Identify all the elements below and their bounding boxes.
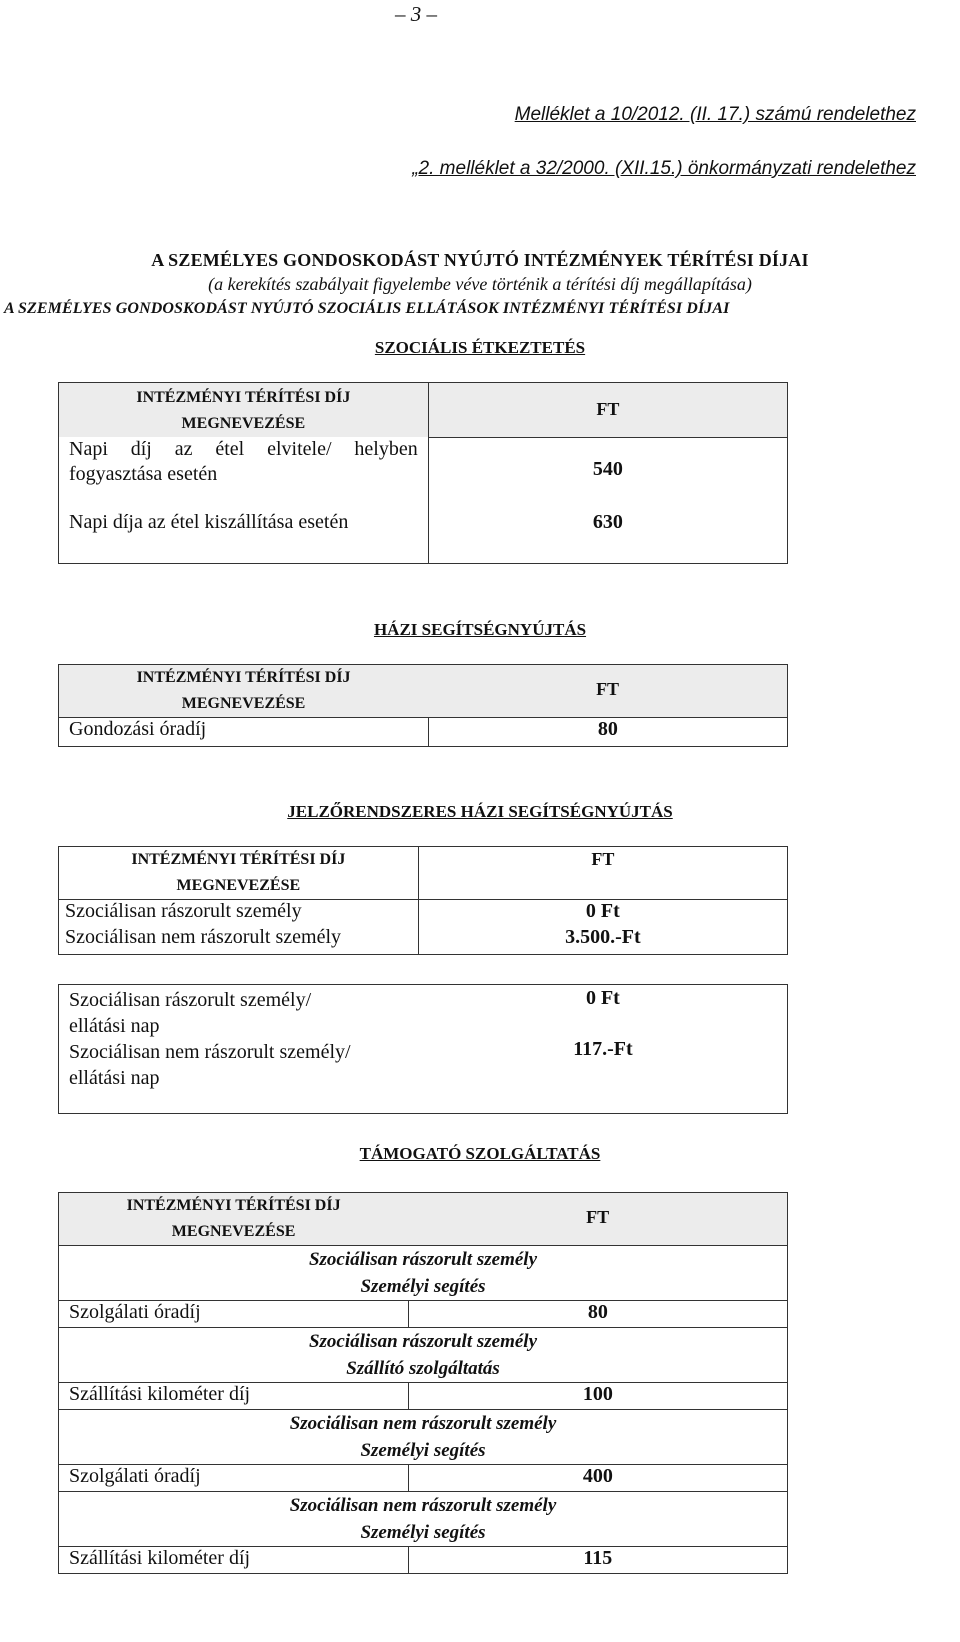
table-cell-value bbox=[418, 926, 787, 955]
document-title: A SZEMÉLYES GONDOSKODÁST NYÚJTÓ INTÉZMÉNYEK TÉRÍTÉSI DÍJAI bbox=[151, 250, 809, 270]
header-label: INTÉZMÉNYI TÉRÍTÉSI DÍJ bbox=[136, 669, 351, 686]
header-label: MEGNEVEZÉSE bbox=[181, 695, 306, 712]
header-ft: FT bbox=[586, 1207, 610, 1227]
table-header-ft bbox=[428, 665, 787, 718]
row-label: Szociálisan rászorult személy bbox=[65, 900, 302, 922]
group-subtitle: Szállító szolgáltatás bbox=[346, 1358, 500, 1379]
table-row bbox=[59, 1465, 409, 1492]
table-row bbox=[59, 985, 419, 1114]
table-hazi bbox=[58, 664, 788, 747]
row-label: Szociálisan nem rászorult személy/ ellátási nap bbox=[69, 1041, 351, 1089]
table-cell-value bbox=[419, 985, 788, 1114]
header-label: MEGNEVEZÉSE bbox=[181, 415, 306, 432]
table-header-ft bbox=[408, 1193, 787, 1246]
row-value: 117.-Ft bbox=[573, 1038, 633, 1060]
row-label: Szolgálati óradíj bbox=[69, 1301, 201, 1323]
row-value: 80 bbox=[597, 718, 618, 740]
section-main-title: A SZEMÉLYES GONDOSKODÁST NYÚJTÓ SZOCIÁLIS ELLÁTÁSOK INTÉZMÉNYI TÉRÍTÉSI DÍJAI bbox=[4, 300, 730, 317]
table-header-name bbox=[59, 665, 429, 718]
row-label: Szolgálati óradíj bbox=[69, 1465, 201, 1487]
table-header-name bbox=[59, 1193, 409, 1246]
row-label: Napi díja az étel kiszállítása esetén bbox=[69, 511, 349, 533]
table-cell-value bbox=[408, 1301, 787, 1328]
row-label: Szállítási kilométer díj bbox=[69, 1383, 251, 1405]
table-row bbox=[59, 1301, 409, 1328]
group-header bbox=[59, 1410, 788, 1465]
header-label: MEGNEVEZÉSE bbox=[176, 877, 301, 894]
table-row bbox=[59, 437, 429, 497]
group-title: Szociálisan rászorult személy bbox=[308, 1249, 538, 1270]
row-value: 115 bbox=[583, 1547, 613, 1569]
table-etkeztetes bbox=[58, 382, 788, 564]
table-jelzo-daily bbox=[58, 984, 788, 1114]
table-header-name bbox=[59, 383, 429, 438]
row-value: 80 bbox=[587, 1301, 608, 1323]
table-row bbox=[59, 1547, 409, 1574]
row-label: Gondozási óradíj bbox=[69, 718, 207, 740]
row-value: 100 bbox=[582, 1383, 613, 1405]
group-header bbox=[59, 1328, 788, 1383]
header-ft: FT bbox=[596, 399, 620, 419]
table-row bbox=[59, 926, 419, 955]
table-header-ft bbox=[428, 383, 787, 438]
table-row bbox=[59, 900, 419, 927]
group-title: Szociálisan nem rászorult személy bbox=[289, 1413, 557, 1434]
document-subtitle: (a kerekítés szabályait figyelembe véve történik a térítési díj megállapítása) bbox=[208, 274, 752, 294]
row-value: 0 Ft bbox=[585, 987, 620, 1009]
section-title-etkeztetes: SZOCIÁLIS ÉTKEZTETÉS bbox=[374, 338, 586, 357]
table-cell-value bbox=[428, 718, 787, 747]
table-tamogato bbox=[58, 1192, 788, 1574]
group-subtitle: Személyi segítés bbox=[360, 1440, 486, 1461]
row-value: 540 bbox=[592, 457, 623, 480]
group-title: Szociálisan rászorult személy bbox=[308, 1331, 538, 1352]
group-subtitle: Személyi segítés bbox=[360, 1276, 486, 1297]
table-cell-value bbox=[408, 1383, 787, 1410]
header-label: MEGNEVEZÉSE bbox=[171, 1223, 296, 1240]
header-ft: FT bbox=[591, 849, 615, 869]
row-label: Szociálisan rászorult személy/ ellátási nap bbox=[69, 989, 312, 1037]
table-cell-value bbox=[408, 1547, 787, 1574]
table-jelzo bbox=[58, 846, 788, 955]
page-number: – 3 – bbox=[395, 2, 437, 26]
row-value: 0 Ft bbox=[585, 900, 620, 922]
section-title-tamogato: TÁMOGATÓ SZOLGÁLTATÁS bbox=[359, 1144, 601, 1163]
header-label: INTÉZMÉNYI TÉRÍTÉSI DÍJ bbox=[136, 389, 351, 406]
group-header bbox=[59, 1492, 788, 1547]
group-header bbox=[59, 1246, 788, 1301]
section-title-hazi: HÁZI SEGÍTSÉGNYÚJTÁS bbox=[373, 620, 587, 639]
table-cell-value bbox=[408, 1465, 787, 1492]
row-value: 400 bbox=[582, 1465, 613, 1487]
group-title: Szociálisan nem rászorult személy bbox=[289, 1495, 557, 1516]
table-header-ft bbox=[418, 847, 787, 900]
table-header-name bbox=[59, 847, 419, 900]
row-label: Szállítási kilométer díj bbox=[69, 1547, 251, 1569]
table-cell-value bbox=[428, 497, 787, 564]
table-cell-value bbox=[418, 900, 787, 927]
table-row bbox=[59, 1383, 409, 1410]
row-value: 630 bbox=[592, 511, 623, 533]
table-cell-value bbox=[428, 437, 787, 497]
header-label: INTÉZMÉNYI TÉRÍTÉSI DÍJ bbox=[126, 1197, 341, 1214]
group-subtitle: Személyi segítés bbox=[360, 1522, 486, 1543]
row-value: 3.500.-Ft bbox=[565, 926, 641, 948]
annex-reference-original: „2. melléklet a 32/2000. (XII.15.) önkormányzati rendelethez bbox=[412, 158, 916, 179]
header-ft: FT bbox=[596, 679, 620, 699]
annex-reference: Melléklet a 10/2012. (II. 17.) számú rendelethez bbox=[514, 104, 916, 125]
header-label: INTÉZMÉNYI TÉRÍTÉSI DÍJ bbox=[131, 851, 346, 868]
table-row bbox=[59, 718, 429, 747]
row-label: Szociálisan nem rászorult személy bbox=[65, 926, 342, 948]
row-label: Napi díj az étel elvitele/ helyben fogyasztása esetén bbox=[69, 438, 418, 485]
section-title-jelzo: JELZŐRENDSZERES HÁZI SEGÍTSÉGNYÚJTÁS bbox=[287, 802, 673, 821]
table-row bbox=[59, 497, 429, 564]
